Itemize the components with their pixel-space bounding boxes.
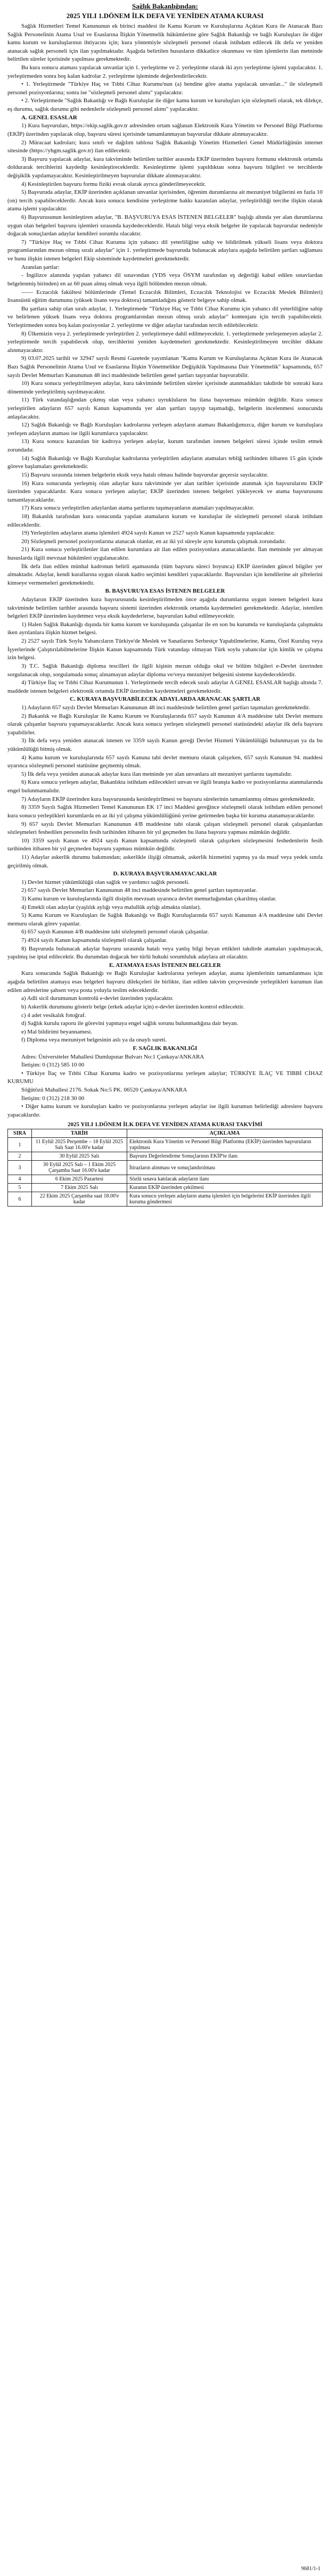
paragraph: 21) Kura sonucu yerleştirilenler ilan edilen kurumlara ait ilan edilen pozisyonlara atanacaklardır. İlan metninde yer almayan hususlarda ilgili mevzuat hükümleri uygulanacaktır. — [7, 546, 323, 561]
paragraph: 11) Türk vatandaşlığından çıkmış olan veya yabancı uyrukluların bu ilana başvurması mümkün değildir. Kura sonucu yerleştirilen adayların 657 sayılı Kanun kapsamında yer alan şartları taşıyıp taşımadığı, belgelerin incelenmesi sonucunda anlaşılacaktır. — [7, 397, 323, 420]
paragraph: Söğütözü Mahallesi 2176. Sokak No:5 PK. 06520 Çankaya/ANKARA — [21, 1087, 187, 1093]
row-description: Başvuru Değerlendirme Sonuçlarının EKİP'te ilanı — [127, 1152, 323, 1161]
paragraph: 11) Adaylar askerlik durumu bakımından; askerlikle ilişiği olmamak, askerlik hizmetini yapmış ya da muaf veya yedek sınıfa geçirilmiş olmak. — [7, 854, 323, 869]
table-row — [8, 1152, 323, 1161]
paragraph: 4) Kamu kurum ve kuruluşlarında 657 sayılı Kanuna tabi devlet memuru olarak çalışırken, 657 sayılı Kanunun 94. maddesi uyarınca sözleşmeli personel statüsüne geçmemiş olmak. — [7, 754, 323, 769]
paragraph: 6) Kura sonucu yerleşen adaylar, Bakanlıkta istihdam edilecekleri unvan ve ilgili branşta kadro ve pozisyonlarına atanmalarında engel bulunmamalıdır. — [7, 779, 323, 794]
paragraph: 2) 657 sayılı Devlet Memurları Kanununun 48 inci maddesinde belirtilen genel şartları taşımayanlar. — [21, 887, 257, 894]
paragraph: —— Eczacılık fakültesi bölümlerinde (Temel Eczacılık Bilimleri, Eczacılık Teknolojisi ve Eczacılık Meslek Bilimleri) lisansüstü eğitim durumunu (yüksek lisans veya doktora) tamamladığını gösterir belgeye sahip olmak. — [7, 289, 323, 304]
paragraph: Kura sonucunda Sağlık Bakanlığı ve Bağlı Kuruluşlar kadrolarına yerleşen adaylar, atama işlemlerinin tamamlanması için aşağıda belirtilen atamaya esas belgeleri başvuru dilekçeleri ile birlikte, ilan edilen takvim çerçevesinde yerleştikleri kurumun ilan edilen adreslerine şahsen veya posta yoluyla teslim edeceklerdir. — [7, 970, 323, 994]
paragraph: 5) Kamu Kurum ve Kuruluşları ile Sağlık Bakanlığı ve Bağlı Kuruluşlarında 657 sayılı Kanunun 4/A maddesine tabi Devlet memuru olarak görev yapanlar. — [7, 912, 323, 927]
schedule-table — [7, 1129, 323, 1207]
paragraph: 1) Kura başvuruları, https://ekip.saglik.gov.tr adresinden ortam sağlanan Elektronik Kura Yönetim ve Personel Bilgi Platformu (EKİP) üzerinden yapılacak olup, başvuru süresi içerisinde tamamlanmayan başvurular dikkate alınmayacaktır. — [7, 122, 323, 137]
section-heading: C. KURAYA BAŞVURABİLECEK ADAYLARDA ARANACAK ŞARTLAR — [70, 696, 260, 703]
paragraph: 10) 3359 sayılı Kanun ve 4924 sayılı Kanun kapsamında sözleşmeli olarak çalışırken sözleşmesini feshedenlerin fesih tarihinden itibaren bir yıl geçmeden başvuru yapması mümkün değildir. — [7, 837, 323, 852]
row-date: 30 Eylül 2025 Salı – 1 Ekim 2025 Çarşamba Saat 16.00'e kadar — [32, 1161, 127, 1175]
paragraph: 4) Emekli olan adaylar (yaşlılık aylığı veya malullük aylığı almakta olanlar). — [21, 904, 201, 910]
row-number: 6 — [8, 1192, 32, 1207]
paragraph: a) Adli sicil durumunun kontrolü e-devlet üzerinden yapılacaktır. — [21, 995, 174, 1002]
schedule-title: 2025 YILI 1.DÖNEM İLK DEFA VE YENİDEN ATAMA KURASI TAKVİMİ — [68, 1121, 262, 1128]
row-number: 1 — [8, 1138, 32, 1152]
paragraph: f) Diploma veya mezuniyet belgesinin aslı ya da onaylı sureti. — [21, 1037, 167, 1044]
row-description: Kuranın EKİP üzerinden çekilmesi — [127, 1184, 323, 1192]
paragraph: 15) Başvuru sırasında istenen belgelerin eksik veya hatalı olması halinde başvurular geçersiz sayılacaktır. — [21, 471, 268, 478]
paragraph: Bu şartlara sahip olan sıralı adaylar, 1. Yerleştirmede "Türkiye Haç ve Tıbbi Cihaz Kurumu için yabancı dil yeterliliğine sahip ve belirlenen yüksek lisans veya doktora programlarından mezun olmuş sıralı adaylar" kontenjanı için tercih yapabilecektir. Yerleştirmeden sonra boş kalan pozisyonlar 2. yerleştirme ve diğer adaylar tarafından tercih edilebilecektir. — [7, 305, 323, 329]
paragraph: 5) İlk defa veya yeniden atanacak adaylar kura ilan metninde yer alan unvanlara ait mezuniyet şartlarını taşımalıdır. — [21, 770, 292, 777]
paragraph: İlk defa ilan edilen münhal kadronun belirli aşamasında (tüm başvuru süreci boyunca) EKİP üzerinden güncel bilgiler yer almaktadır. Adaylar, kendi kurallarına uygun olarak kadro seçimini kendileri yapacaklardır. Başvuruları için kendilerine ait şifrelerini kimseye vermemeleri gerekmektedir. — [7, 563, 323, 586]
paragraph: • Türkiye İlaç ve Tıbbi Cihaz Kurumu kadro ve pozisyonlarına yerleşen adaylar; TÜRKİYE İLAÇ VE TIBBİ CİHAZ KURUMU — [7, 1070, 323, 1085]
schedule-header-row — [8, 1129, 323, 1138]
header-no: SIRA — [8, 1129, 32, 1138]
ministry-name: Sağlık Bakanlığından: — [132, 2, 198, 10]
header-desc: AÇIKLAMA — [127, 1129, 323, 1138]
paragraph: - İngilizce alanında yapılan yabancı dil sınavından (YDS veya ÖSYM tarafından eş değerliği kabul edilen sınavlardan belgelenmiş birinden) en az 60 puan almış olmak veya ilgili bölümden mezun olmak. — [7, 272, 323, 287]
paragraph: 14) Sağlık Bakanlığı ve Bağlı Kuruluşlar kadrolarına yerleştirilen adayların atamaları tebliğ tarihinden itibaren 15 gün içinde göreve başlamaları gerekmektedir. — [7, 455, 323, 470]
paragraph: 4) Türkiye İlaç ve Tıbbi Cihaz Kurumunun 1. Yerleştirmede tercih edecek sıralı adaylar A GENEL ESASLAR başlığı altında 7. maddede istenen belgeleri elektronik ortamda EKİP üzerinden kaydetmeleri gerekmektedir. — [7, 679, 323, 694]
paragraph: c) 4 adet vesikalık fotoğraf. — [21, 1012, 86, 1019]
paragraph: 9) 03.07.2025 tarihli ve 32947 sayılı Resmi Gazetede yayımlanan "Kamu Kurum ve Kuruluşlarına Açıktan Kura ile Atanacak Bazı Sağlık Personelinin Atama Usul ve Esaslarına İlişkin Yönetmelikte Değişiklik Yapılmasına Dair Yönetmelik" kapsamında, 657 sayılı Devlet Memurları Kanununun 48 inci maddesinde belirtilen genel şartları taşıyanlar başvurabilir. — [7, 355, 323, 379]
paragraph: 7) "Türkiye Haç ve Tıbbi Cihaz Kurumu için yabancı dil yeterliliğine sahip ve bildirilmek yükseli lisans veya doktora programlarından mezun olmuş sıralı adaylar" için 1. yerleştirmede başvuruda bulunacak adaylara aşağıda belirtilen şartları sağlaması ve bunu ilişkin istenen belgeleri Ekip sisteminde kaydetmeleri gerekmektedir. — [7, 239, 323, 262]
header-date: TARİH — [32, 1129, 127, 1138]
row-number: 2 — [8, 1152, 32, 1161]
section-heading: E. ATAMAYA ESAS İSTENEN BELGELER — [109, 962, 221, 969]
paragraph: 16) Kura sonucunda yerleşmiş olan adaylar kura takviminde yer alan tarihler içerisinde atanmak için başvurularını EKİP üzerinden yapacaklardır. Kura sonucu yerleşen adaylar; EKİP üzerinden istenen belgeleri yükleyecek ve atama başvurusunu tamamlayacaklardır. — [7, 480, 323, 503]
paragraph: 3) Başvuru yapılacak adaylar, kura takviminde belirtilen tarihler arasında EKİP üzerinden başvuru formunu elektronik ortamda doldurarak tercihlerini kaydedip kesinleştireceklerdir. Kesinleştirme işlemi yapıldıktan sonra başvuru bilgileri ve tercihlerde değişiklik yapılamayacaktır. Kesinleştirilmeyen başvurular dikkate alınmayacaktır. — [7, 155, 323, 179]
paragraph: 6) Başvurusunun kesinleştiren adaylar, "B. BAŞVURUYA ESAS İSTENEN BELGELER" başlığı altında yer alan durumlarına uygun olan belgeleri başvuru işlemleri sırasında kaydedeceklerdir. Hatalı bilgi veya eksik belgeler ile yapılacak başvurular nedeniyle doğacak sonuçlardan adaylar kendileri sorumlu olacaktır. — [7, 214, 323, 237]
announcement-title: 2025 YILI 1.DÖNEM İLK DEFA VE YENİDEN ATAMA KURASI — [66, 12, 264, 20]
paragraph: Bu kura sonucu ataması yapılacak unvanlar için 1. yerleştirme ve 2. yerleştirme olarak iki ayrı yerleştirme işlemi yapılacaktır. 1. yerleştirmeden sonra boş kalan kadrolar 2. yerleştirme işleminde değerlendirilecektir. — [7, 64, 323, 79]
paragraph: 6) 657 sayılı Kanunun 4/B maddesine tabi sözleşmeli personel olarak çalışanlar. — [21, 929, 209, 936]
paragraph: 12) Sağlık Bakanlığı ve Bağlı Kuruluşları kadrolarına yerleşen adayların ataması Bakanlığımızca, diğer kurum ve kuruluşlara yerleşen adayların ataması ise ilgili kurumlarca yapılacaktır. — [7, 422, 323, 437]
row-number: 4 — [8, 1175, 32, 1184]
paragraph: 3) İlk defa veya yeniden atanacak istenen ve 3359 sayılı Kanun gereği Devlet Hizmeti Yükümlülüğü bulunmayan ya da bu yükümlülüğü bitmiş olmak. — [7, 737, 323, 753]
paragraph: 19) Yerleştirilen adayların atama işlemleri 4924 sayılı Kanun ve 2527 sayılı Kanun kapsamında yapılacaktır. — [21, 530, 275, 537]
paragraph: 13) Kura sonucu kazanılan bir kadroya yerleşen adaylar, kurum tarafından istenen belgeleri süresi içinde teslim etmek zorundadır. — [7, 438, 323, 454]
paragraph: 1) Adayların 657 sayılı Devlet Memurları Kanununun 48 inci maddesinde belirtilen genel şartları taşımaları gerekmektedir. — [21, 704, 310, 711]
paragraph: Sağlık Hizmetleri Temel Kanununun ek birinci maddesi ile Kamu Kurum ve Kuruluşlarına Açıktan Kura ile Atanacak Bazı Sağlık Personelinin Atama Usul ve Esaslarına İlişkin Yönetmelik hükümlerine göre Sağlık Bakanlığı ve bağlı Kuruluşları ile diğer kamu kurum ve kuruluşlarının ihtiyacını için; kura yöntemiyle sözleşmeli personel olarak istihdam edilecek ilk defa ve yeniden atanacak sağlık personeli için ilan yapılmaktadır. Aşağıda belirtilen hususların dikkatlice okunması ve tüm işlemlerin ilan metninde belirtilen süreler içerisinde yapılması gerekmektedir. — [7, 23, 323, 63]
table-row — [8, 1184, 323, 1192]
section-heading: D. KURAYA BAŞVURAMAYACAKLAR — [113, 871, 217, 877]
row-description: İtirazların alınması ve sonuçlandırılması — [127, 1161, 323, 1175]
paragraph: İletişim: 0 (312) 218 30 00 — [21, 1095, 85, 1102]
paragraph: 20) Sözleşmeli personel pozisyonlarına atanacak olanlar, en az iki yıl süreyle aynı kurumda çalışmak zorundadır. — [21, 538, 286, 545]
table-row — [8, 1138, 323, 1152]
row-number: 3 — [8, 1161, 32, 1175]
row-number: 5 — [8, 1184, 32, 1192]
paragraph: 8) Ülkemizin veya 2. yerleştirmede yerleştirilen 2. yerleştirmeye dahil edilmeyecektir. 1. yerleştirmede yerleşemeyen adaylar 2. yerleştirmede tercih yapabilecek olup, tercihlerini yeniden kaydetmeleri gerekmektedir. Kesinleştirilmeyen tercihler dikkate alınmayacaktır. — [7, 330, 323, 354]
paragraph: 2) Bakanlık ve Bağlı Kuruluşlar ile Kamu Kurum ve Kuruluşlarında 657 sayılı Kanunun 4/A maddesine tabi Devlet memuru olarak çalışanlar başvuru yapamayacaklardır. Ancak kura sonucu yerleşen sözleşmeli personel statüsündeki adaylar ilk defa başvuru yapabilirler. — [7, 712, 323, 736]
paragraph: 3) Kamu kurum ve kuruluşlarında ilgili disiplin mevzuatı uyarınca devlet memurluğundan çıkarılmış olanlar. — [21, 895, 277, 902]
paragraph: • 2. Yerleştirmede "Sağlık Bakanlığı ve Bağlı Kuruluşlar ile diğer kamu kurum ve kuruluşları için sözleşmeli olarak, tek dilekçe, eş durumu, sağlık durumu gibi nedenlerle sözleşmeli personel alımı" yapılacaktır. — [7, 97, 323, 113]
paragraph: d) Sağlık kurulu raporu ile görevini yapmaya engel sağlık sorunu bulunmadığına dair beyan. — [21, 1020, 238, 1027]
section-heading: B. BAŞVURUYA ESAS İSTENEN BELGELER — [105, 588, 225, 595]
paragraph: Adaylarıın EKİP üzerinden kura başvurusunda kesinleştirilmeden önce aşağıda durumlarına uygun istenen belgeleri kura takviminde belirtilen tarihler arasında başvuru sistemi üzerinden elektronik ortamda kaydetmeleri gerekmektedir. Adaylar, istenilen belgeleri EKİP üzerinden kaydetmez veya eksik kaydederlerse, başvuruları kabul edilmeyecektir. — [7, 596, 323, 620]
paragraph: 4) Kesinleştirilen başvuru formu fiziki evrak olarak ayrıca gönderilmeyecektir. — [21, 181, 206, 187]
paragraph: 10) Kura sonucu yerleştirilmeyen adaylar, kura takviminde belirtilen süreler içerisinde atanmadıkları takdirde bir sonraki kura döneminde yerleştirilmiş sayılmayacaktır. — [7, 380, 323, 395]
paragraph: 8) Başvuruda bulunacak adaylar başvuru sırasında hatalı veya yanlış bilgi beyan ettikleri takdirde atamaları yapılmayacak, yapılmış ise iptal edilecektir. Bu durumdan doğacak her türlü hukuki sorumluluk adaylara ait olacaktır. — [7, 945, 323, 961]
paragraph: 8) 3359 Sayılı Sağlık Hizmetleri Temel Kanununun EK 17 inci Maddesi gereğince sözleşmeli olarak istihdam edilen personel kura sonucu yerleştikleri kurumlarda en az iki yıl çalışma yükümlülüğünü yerine getirmeden başka bir kuruma atanamayacaklardır. — [7, 804, 323, 819]
section-heading: A. GENEL ESASLAR — [21, 114, 77, 121]
paragraph: 1) Halen Sağlık Bakanlığı dışında bir kamu kurum ve kuruluşunda çalışanlar ile en son bu kurumda ve kuruluşlarda çalışmakta iken ayrılanlara ilişkin hizmet belgesi. — [7, 621, 323, 636]
table-row — [8, 1175, 323, 1184]
row-date: 6 Ekim 2025 Pazartesi — [32, 1175, 127, 1184]
announcement-body — [7, 22, 323, 1119]
paragraph: • Diğer kamu kurum ve kuruluşları kadro ve pozisyonlarına yerleşen adaylar ise ilgili kurumun belirlediği adreslere başvuru yapacaklardır. — [7, 1103, 323, 1118]
row-date: 30 Eylül 2025 Salı — [32, 1152, 127, 1161]
row-date: 22 Ekim 2025 Çarşamba saat 18.00'e kadar — [32, 1192, 127, 1207]
footer-code: 9681/1-1 — [301, 2566, 320, 2572]
paragraph: 9) 657 sayılı Devlet Memurları Kanununun 4/B maddesine tabi olarak çalışan sözleşmeli personel olarak çalışanlardan sözleşmeleri feshedilen personelin fesih tarihinden itibaren bir yıl geçmeden bu ilana başvuru yapması mümkün değildir. — [7, 821, 323, 836]
table-row — [8, 1161, 323, 1175]
paragraph: b) Askerlik durumunu gösterir belge (erkek adaylar için) e-devlet üzerinden kontrol edilecektir. — [21, 1003, 245, 1010]
paragraph: 1) Devlet hizmet yükümlülüğü olan sağlık ve yardımcı sağlık personeli. — [21, 879, 190, 885]
paragraph: 17) Kura sonucu yerleştirilen adaylardan atama şartlarını taşımayanların atamaları yapılmayacaktır. — [21, 505, 254, 512]
paragraph: İletişim: 0 (312) 585 10 00 — [21, 1062, 85, 1069]
row-description: Sözlü sınava katılacak adayların ilanı — [127, 1175, 323, 1184]
paragraph: • 1. Yerleştirmede "Türkiye Haç ve Tıbbi Cihaz Kurumu'nun (a) bendine göre atama yapılacak unvanlar..." ile sözleşmeli personel pozisyonlarına; sonra ise "sözleşmeli personel alımı" yapılacaktır. — [7, 81, 323, 96]
announcement-page — [7, 2, 323, 1207]
row-date: 7 Ekim 2025 Salı — [32, 1184, 127, 1192]
paragraph: 18) Bakanlık tarafından kura sonucunda yapılan atamaların kurum ve kuruluşlar ile sözleşmeli personel olarak istihdam edileceklerdir. — [7, 513, 323, 528]
row-description: Elektronik Kura Yönetim ve Personel Bilgi Platformu (EKİP) üzerinden başvuruların yapılması — [127, 1138, 323, 1152]
paragraph: 7) Adayların EKİP üzerinden kura başvurusunda kesinleştirilmesi ve başvuru sürelerinin tamamlanmış olması gerekmektedir. — [21, 795, 315, 802]
paragraph: 2) Müracaat kadroları; kura sınıfı ve dağılım tablosu Sağlık Bakanlığı Yönetim Hizmetleri Genel Müdürlüğünün internet sitesinde (https://yhgm.saglik.gov.tr) ilan edilecektir. — [7, 139, 323, 154]
paragraph: 5) Başvuruda adaylar, EKİP üzerinden açıklanan unvanlar içerisinden, öğrenim durumlarına ait mezuniyet bilgilerini en fazla 10 (on) tercih yapabileceklerdir. Ancak kura sonucu kendisine yerleştirme hakkı kazanılan adaylar, yerleştirildiği tercihe ilişkin olarak atama işlemi yapılacaktır. — [7, 189, 323, 212]
paragraph: 2) 2527 sayılı Türk Soylu Yabancıların Türkiye'de Meslek ve Sanatlarını Serbestçe Yapabilmelerine, Kamu, Özel Kuruluş veya İşyerlerinde Çalıştırılabilmelerine İlişkin Kanun kapsamında Türk vatandaşı olmayan Türk soylu yabancılar için kimlik ve çalışma izin belgesi. — [7, 638, 323, 661]
paragraph: 3) T.C. Sağlık Bakanlığı diploma tescilleri ile ilgili kişinin mezun olduğu okul ve bölüm bilgileri e-Devlet üzerinden sorgulanacak olup, sorgulamada sonuç alınamayan adaylar diploma ve/veya mezuniyet belgesini sisteme kaydedeceklerdir. — [7, 662, 323, 678]
paragraph: Aranılan şartlar: — [21, 264, 60, 270]
paragraph: e) Mal bildirimi beyannamesi. — [21, 1028, 93, 1035]
paragraph: 7) 4924 sayılı Kanun kapsamında sözleşmeli olarak çalışanlar. — [21, 937, 168, 944]
row-date: 11 Eylül 2025 Perşembe – 18 Eylül 2025 Salı Saat 16.00'e kadar — [32, 1138, 127, 1152]
section-heading: F. SAĞLIK BAKANLIĞI — [133, 1045, 198, 1052]
table-row — [8, 1192, 323, 1207]
row-description: Kura sonucu yerleşen adayların atama işlemleri için belgelerini EKİP üzerinden ilgili kuruma göndermesi — [127, 1192, 323, 1207]
paragraph: Adres: Üniversiteler Mahallesi Dumlupınar Bulvarı No:1 Çankaya/ANKARA — [21, 1053, 204, 1060]
